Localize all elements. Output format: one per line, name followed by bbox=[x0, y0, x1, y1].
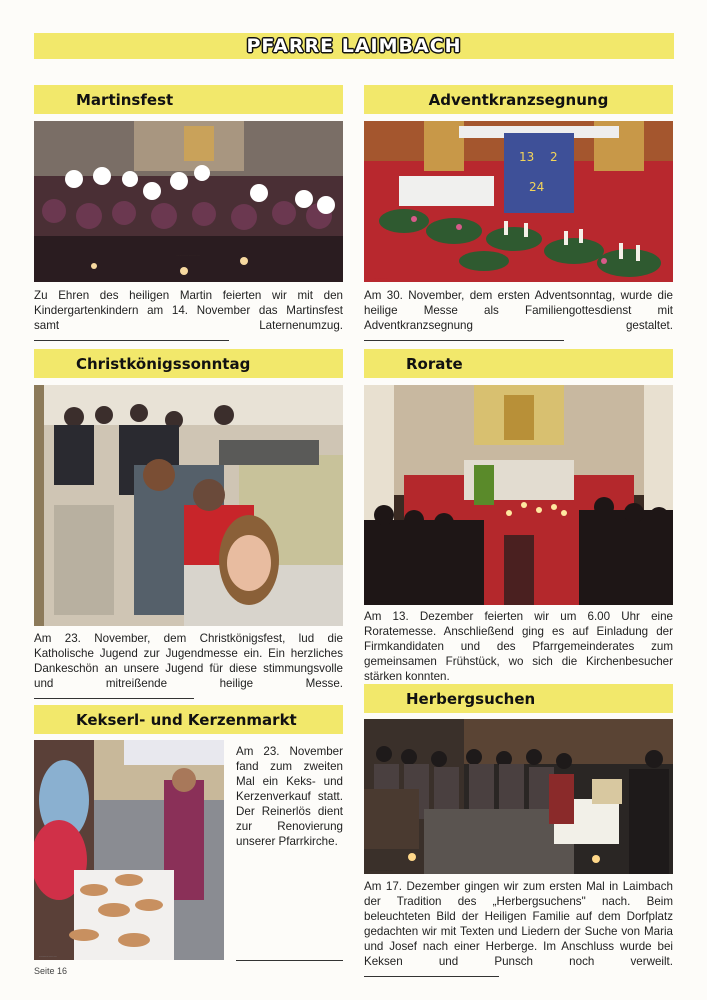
page-title: PFARRE LAIMBACH bbox=[246, 35, 462, 57]
page-number: Seite 16 bbox=[34, 966, 68, 976]
advent-num-3: 24 bbox=[529, 180, 545, 194]
kekserl-photo bbox=[34, 740, 224, 960]
rorate-heading bbox=[364, 349, 673, 378]
martinsfest-text: Zu Ehren des heiligen Martin feierten wir mit den Kindergartenkindern am 14. November das Martinsfest samt Laternenumzug. bbox=[34, 288, 343, 348]
martinsfest-heading bbox=[34, 85, 343, 114]
herberg-rule bbox=[364, 976, 499, 977]
rorate-heading-text: Rorate bbox=[406, 354, 463, 373]
kekserl-heading-text: Kekserl- und Kerzenmarkt bbox=[76, 710, 297, 729]
advent-heading-text: Adventkranzsegnung bbox=[428, 90, 609, 109]
advent-heading bbox=[364, 85, 673, 114]
advent-num-1: 13 bbox=[519, 150, 535, 164]
kekserl-heading bbox=[34, 705, 343, 734]
martinsfest-photo bbox=[34, 121, 343, 282]
rorate-text: Am 13. Dezember feierten wir um 6.00 Uhr eine Roratemesse. Anschließend ging es auf Einladung der Firmkandidaten und des Pfarrgemeinderates zum gemeinsamen Frühstück, wo sich die Kirchenbesucher stärken konnten. bbox=[364, 610, 673, 683]
christkoenig-heading-text: Christkönigssonntag bbox=[76, 354, 251, 373]
advent-num-2: 2 bbox=[550, 150, 558, 164]
christkoenig-photo bbox=[34, 385, 343, 626]
herberg-photo bbox=[364, 719, 673, 874]
kekserl-text: Am 23. November fand zum zweiten Mal ein Keks- und Kerzenverkauf statt. Der Reinerlös dient zur Renovierung unserer Pfarrkirche. bbox=[236, 745, 343, 848]
herberg-text: Am 17. Dezember gingen wir zum ersten Mal in Laimbach der Tradition des „Herbergsuchens" nach. Beim beleuchteten Bild der Heiligen Familie auf dem Dorfplatz gedachten wir mit Texten und Liedern der Suche von Maria und Josef nach einer Herberge. Im Anschluss wurde bei Keksen und Punsch noch verweilt. bbox=[364, 879, 673, 984]
advent-rule bbox=[364, 340, 564, 341]
advent-photo-desc: Adventkränze vor dem Altar bbox=[374, 279, 389, 280]
kekserl-rule bbox=[236, 960, 343, 961]
rorate-photo-desc: Kerzenbeleuchteter Kirchenraum bei der Rorate bbox=[374, 602, 398, 603]
advent-text: Am 30. November, dem ersten Adventsonntag, wurde die heilige Messe als Familiengottesdienst mit Adventkranzsegnung gestaltet. bbox=[364, 288, 673, 348]
herberg-photo-desc: Menschen versammelt am Dorfplatz am Abend bbox=[369, 871, 393, 872]
kekserl-photo-desc: Verkaufsstand mit Keksen im Freien bbox=[39, 957, 57, 958]
rorate-photo bbox=[364, 385, 673, 605]
christkoenig-text: Am 23. November, dem Christkönigsfest, lud die Katholische Jugend zur Jugendmesse ein. Ein herzliches Dankeschön an unsere Jugend für diese stimmungsvolle und mitreißende heilige Messe. bbox=[34, 631, 343, 706]
martinsfest-heading-text: Martinsfest bbox=[76, 90, 174, 109]
christkoenig-photo-desc: Jugendliche mit Gitarren beim Jugendgottesdienst bbox=[44, 623, 69, 624]
christkoenig-heading bbox=[34, 349, 343, 378]
herberg-heading bbox=[364, 684, 673, 713]
christkoenig-rule bbox=[34, 698, 194, 699]
herberg-heading-text: Herbergsuchen bbox=[406, 689, 536, 708]
page-banner bbox=[34, 33, 674, 59]
martinsfest-photo-desc: Kinder mit leuchtenden Laternen in der Kirche bbox=[176, 256, 200, 257]
advent-photo bbox=[364, 121, 673, 282]
martinsfest-rule bbox=[34, 340, 229, 341]
